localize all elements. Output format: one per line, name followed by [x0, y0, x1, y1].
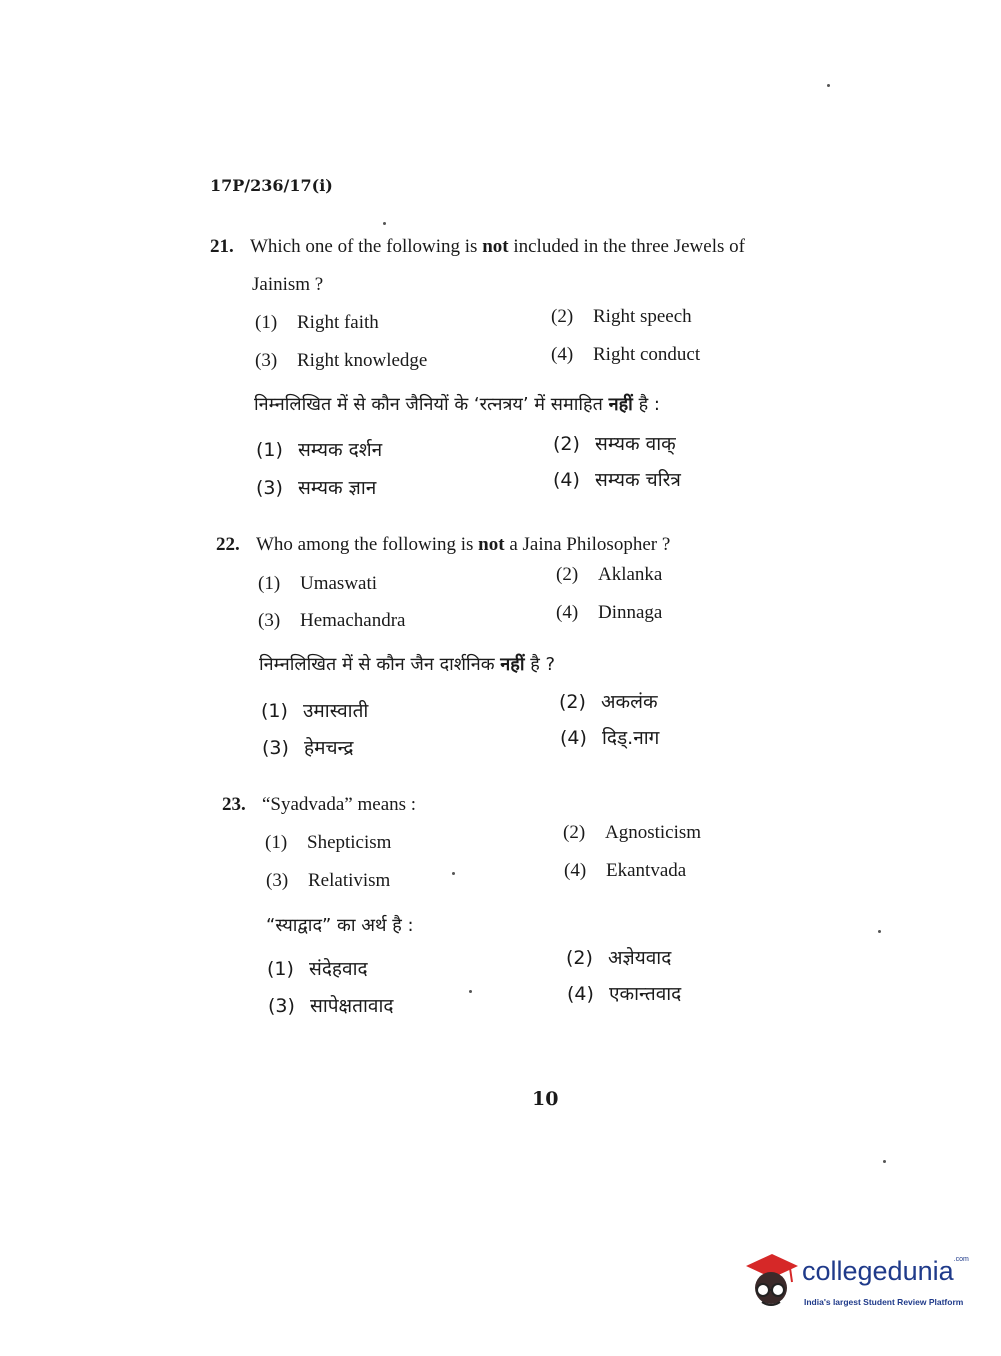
question-text-hindi: “स्याद्वाद” का अर्थ है :	[266, 915, 414, 936]
mascot-icon	[742, 1252, 800, 1314]
question-number: 23.	[222, 794, 246, 815]
question-22	[216, 534, 670, 556]
option-4: (4) Right conduct	[551, 344, 701, 365]
option-4-hindi: (4) सम्यक चरित्र	[553, 469, 681, 491]
collegedunia-logo	[742, 1250, 972, 1320]
option-1: (1) Right faith	[255, 312, 379, 333]
scan-speck	[469, 990, 472, 993]
option-3: (3) Right knowledge	[255, 350, 428, 371]
question-text-hindi: निम्नलिखित में से कौन जैन दार्शनिक नहीं है ?	[259, 654, 556, 675]
question-text-hindi: निम्नलिखित में से कौन जैनियों के ‘रत्नत्रय’ में समाहित नहीं है :	[254, 394, 660, 415]
option-1: (1) Umaswati	[258, 573, 378, 594]
question-text: included in the three Jewels of	[513, 236, 745, 257]
question-text: Who among the following is	[256, 534, 474, 555]
scan-speck	[383, 222, 386, 225]
question-text: Which one of the following is	[250, 236, 478, 257]
page-number: 10	[532, 1088, 559, 1110]
logo-wordmark: collegedunia$^{.com}$	[802, 1256, 969, 1286]
question-21	[210, 236, 745, 258]
question-number: 22.	[216, 534, 240, 555]
logo-tagline: India's largest Student Review Platform	[804, 1297, 964, 1307]
question-text: “Syadvada” means :	[262, 794, 417, 815]
question-number: 21.	[210, 236, 234, 257]
option-1-hindi: (1) उमास्वाती	[261, 700, 369, 722]
question-emphasis: not	[478, 534, 505, 555]
option-4-hindi: (4) एकान्तवाद	[567, 983, 682, 1005]
question-emphasis: not	[482, 236, 509, 257]
option-3-hindi: (3) सम्यक ज्ञान	[256, 477, 377, 499]
option-3: (3) Relativism	[266, 870, 391, 891]
option-2: (2) Right speech	[551, 306, 692, 327]
option-2-hindi: (2) अकलंक	[559, 691, 658, 713]
option-4-hindi: (4) दिड्.नाग	[560, 727, 660, 749]
question-23	[222, 794, 416, 816]
scan-speck	[827, 84, 830, 87]
option-2-hindi: (2) अज्ञेयवाद	[566, 947, 672, 969]
option-1-hindi: (1) संदेहवाद	[267, 958, 368, 980]
option-1: (1) Shepticism	[265, 832, 392, 853]
option-4: (4) Ekantvada	[564, 860, 687, 881]
option-2: (2) Aklanka	[556, 564, 663, 585]
option-3: (3) Hemachandra	[258, 610, 406, 631]
question-text-continued: Jainism ?	[252, 274, 324, 295]
option-3-hindi: (3) हेमचन्द्र	[262, 737, 354, 759]
option-4: (4) Dinnaga	[556, 602, 663, 623]
question-text: a Jaina Philosopher ?	[509, 534, 671, 555]
scan-speck	[878, 930, 881, 933]
option-2: (2) Agnosticism	[563, 822, 702, 843]
option-1-hindi: (1) सम्यक दर्शन	[256, 439, 383, 461]
option-3-hindi: (3) सापेक्षतावाद	[268, 995, 394, 1017]
option-2-hindi: (2) सम्यक वाक्	[553, 433, 676, 455]
paper-code: 17P/236/17(i)	[210, 176, 333, 195]
scan-speck	[883, 1160, 886, 1163]
scan-speck	[452, 872, 455, 875]
